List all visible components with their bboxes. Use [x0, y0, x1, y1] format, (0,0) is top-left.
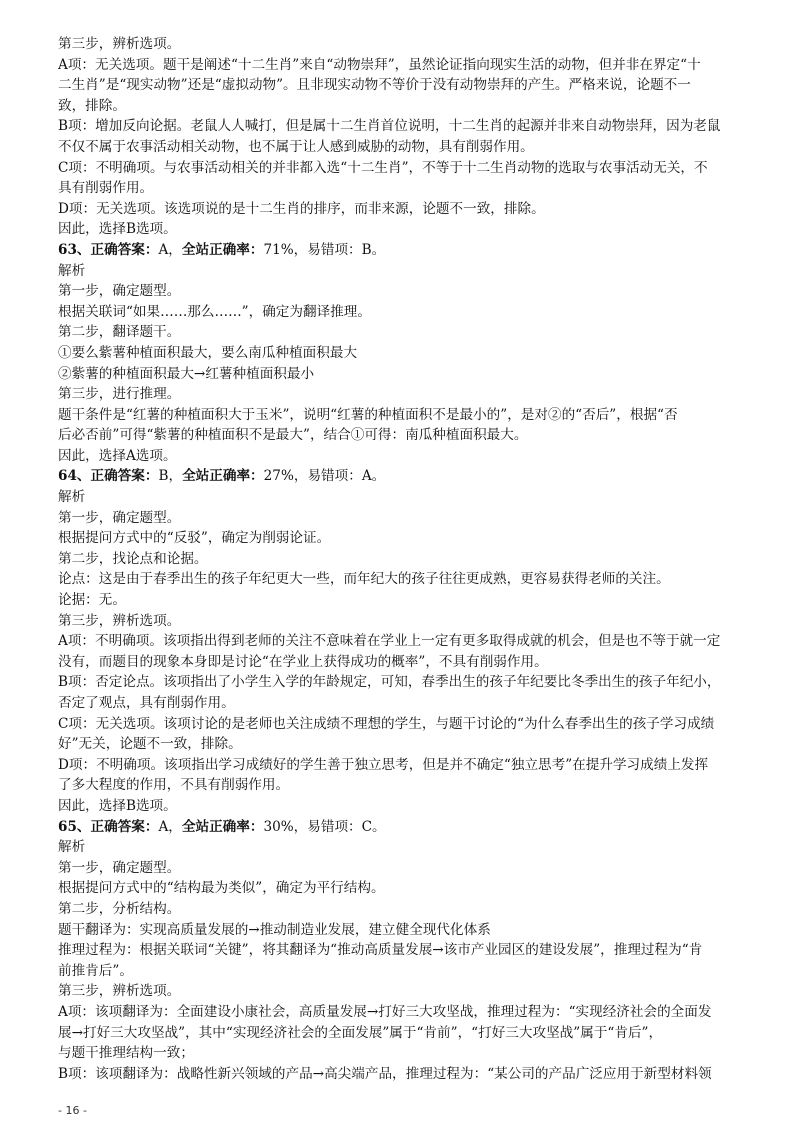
text-line: 展→打好三大攻坚战”，其中“实现经济社会的全面发展”属于“肯前”，“打好三大攻坚战”属于“肯后”，: [58, 1024, 663, 1041]
text-line: 因此，选择B选项。: [58, 797, 177, 814]
text-line: B项：该项翻译为：战略性新兴领域的产品→高尖端产品，推理过程为：“某公司的产品广泛应用于新型材料领: [58, 1065, 712, 1082]
text-line: 根据提问方式中的“反驳”，确定为削弱论证。: [58, 530, 331, 547]
error-label: 易错项：: [307, 241, 362, 258]
page-number: - 16 -: [58, 1104, 87, 1117]
text-line: ①要么紫薯种植面积最大，要么南瓜种植面积最大: [58, 344, 358, 361]
text-line: 具有削弱作用。: [58, 180, 154, 197]
text-line: 推理过程为：根据关联词“关键”，将其翻译为“推动高质量发展→该市产业园区的建设发展”，推理过程为“肯: [58, 942, 703, 959]
text-line: 根据关联词“如果……那么……”，确定为翻译推理。: [58, 303, 371, 320]
answer-label: 64、正确答案：: [58, 468, 159, 485]
text-line: 了多大程度的作用，不具有削弱作用。: [58, 777, 290, 794]
text-line: A项：无关选项。题干是阐述“十二生肖”来自“动物崇拜”，虽然论证指向现实生活的动物，但并非在界定“十: [58, 56, 701, 73]
accuracy-label: 全站正确率：: [181, 241, 264, 258]
answer-value: A，: [158, 818, 182, 835]
page-content: [58, 34, 748, 1084]
text-line: A项：该项翻译为：全面建设小康社会，高质量发展→打好三大攻坚战，推理过程为：“实现经济社会的全面发: [58, 1003, 712, 1020]
answer-value: B，: [158, 468, 183, 485]
text-line: 后必否前”可得“紫薯的种植面积不是最大”，结合①可得：南瓜种植面积最大。: [58, 427, 528, 444]
error-value: C。: [361, 818, 386, 835]
accuracy-label: 全站正确率：: [182, 468, 264, 485]
answer-label: 65、正确答案：: [58, 818, 159, 835]
text-line: D项：不明确项。该项指出学习成绩好的学生善于独立思考，但是并不确定“独立思考”在提升学习成绩上发挥: [58, 756, 709, 773]
text-line: ②紫薯的种植面积最大→红薯种植面积最小: [58, 365, 315, 382]
text-line: 因此，选择A选项。: [58, 447, 177, 464]
accuracy-value: 71%，: [263, 241, 308, 258]
text-line: 题干条件是“红薯的种植面积大于玉米”，说明“红薯的种植面积不是最小的”，是对②的“否后”，根据“否: [58, 406, 678, 423]
text-line: 第二步，找论点和论据。: [58, 550, 208, 567]
text-line: 第一步，确定题型。: [58, 859, 181, 876]
text-line: 二生肖”是“现实动物”还是“虚拟动物”。且非现实动物不等价于没有动物崇拜的产生。严格来说，论题不一: [58, 77, 691, 94]
text-line: 致，排除。: [58, 97, 126, 114]
text-line: 与题干推理结构一致；: [58, 1045, 194, 1062]
answer-line-63: [58, 240, 748, 261]
text-line: C项：不明确项。与农事活动相关的并非都入选“十二生肖”，不等于十二生肖动物的选取与农事活动无关，不: [58, 159, 708, 176]
answer-line-64: [58, 466, 748, 487]
section-heading: 解析: [58, 839, 86, 856]
accuracy-label: 全站正确率：: [181, 818, 264, 835]
text-line: 论点：这是由于春季出生的孩子年纪更大一些，而年纪大的孩子往往更成熟，更容易获得老师的关注。: [58, 571, 670, 588]
text-line: 论据：无。: [58, 592, 126, 609]
text-line: 第三步，进行推理。: [58, 386, 181, 403]
text-line: 第二步，翻译题干。: [58, 324, 181, 341]
text-line: 第一步，确定题型。: [58, 283, 181, 300]
accuracy-value: 30%，: [263, 818, 308, 835]
text-line: D项：无关选项。该选项说的是十二生肖的排序，而非来源，论题不一致，排除。: [58, 200, 545, 217]
text-line: 题干翻译为：实现高质量发展的→推动制造业发展，建立健全现代化体系: [58, 921, 491, 938]
accuracy-value: 27%，: [263, 468, 308, 485]
text-line: 没有，而题目的现象本身即是讨论“在学业上获得成功的概率”，不具有削弱作用。: [58, 653, 548, 670]
text-line: 第三步，辨析选项。: [58, 983, 181, 1000]
text-line: 否定了观点，具有削弱作用。: [58, 695, 235, 711]
error-value: A。: [361, 468, 386, 485]
error-value: B。: [361, 241, 386, 258]
section-heading: 解析: [58, 262, 86, 279]
text-line: 第三步，辨析选项。: [58, 612, 181, 629]
text-line: B项：增加反向论据。老鼠人人喊打，但是属十二生肖首位说明，十二生肖的起源并非来自动物崇拜，因为老鼠: [58, 118, 721, 135]
text-line: 因此，选择B选项。: [58, 221, 177, 238]
text-line: 第二步，分析结构。: [58, 900, 181, 917]
answer-value: A，: [158, 241, 182, 258]
text-line: 不仅不属于农事活动相关动物，也不属于让人感到威胁的动物，具有削弱作用。: [58, 138, 534, 155]
text-line: 好”无关，论题不一致，排除。: [58, 736, 242, 753]
text-line: A项：不明确项。该项指出得到老师的关注不意味着在学业上一定有更多取得成就的机会，但是也不等于就一定: [58, 633, 721, 650]
text-line: 第三步，辨析选项。: [58, 36, 181, 52]
text-line: 根据提问方式中的“结构最为类似”，确定为平行结构。: [58, 880, 385, 897]
error-label: 易错项：: [307, 818, 362, 835]
answer-label: 63、正确答案：: [58, 241, 159, 258]
answer-line-65: [58, 817, 748, 838]
section-heading: 解析: [58, 489, 86, 506]
error-label: 易错项：: [307, 468, 362, 485]
text-line: 前推肯后”。: [58, 962, 133, 979]
text-line: C项：无关选项。该项讨论的是老师也关注成绩不理想的学生，与题干讨论的“为什么春季出生的孩子学习成绩: [58, 715, 715, 732]
text-line: 第一步，确定题型。: [58, 509, 181, 526]
text-line: B项：否定论点。该项指出了小学生入学的年龄规定，可知，春季出生的孩子年纪要比冬季出生的孩子年纪小，: [58, 674, 721, 691]
